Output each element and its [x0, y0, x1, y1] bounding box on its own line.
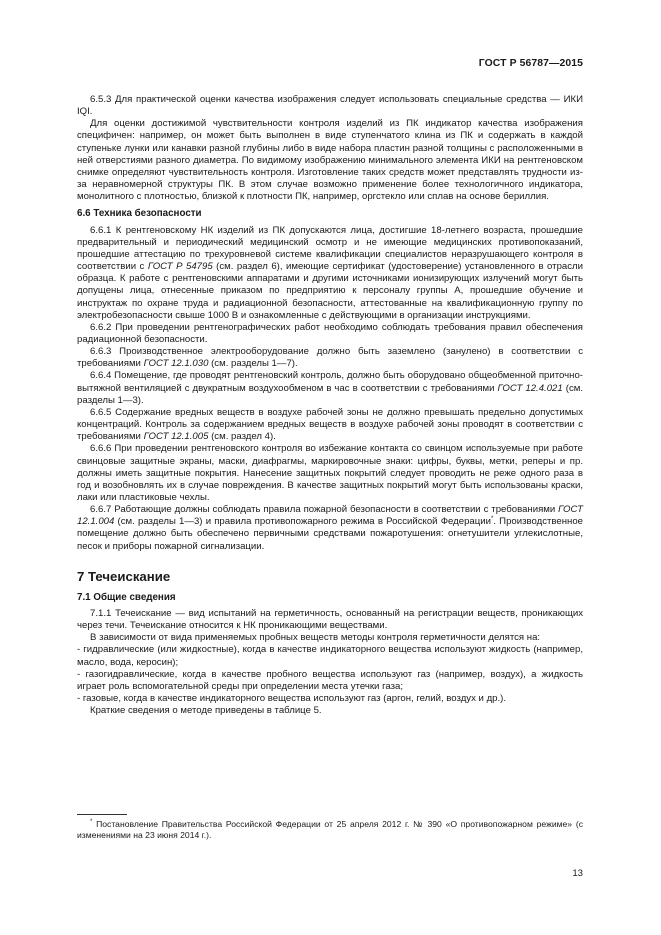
gost-reference: ГОСТ Р 54795 — [147, 261, 213, 273]
paragraph-6-6-2: 6.6.2 При проведении рентгенографических работ необходимо соблюдать требования правил обеспечения радиационной безопасности. — [77, 321, 583, 345]
list-item-hydraulic: - гидравлические (или жидкостные), когда в качестве индикаторного вещества используют жидкость (например, масло, вода, керосин); — [77, 644, 583, 668]
paragraph-6-6-5: 6.6.5 Содержание вредных веществ в воздухе рабочей зоны не должно превышать предельно допустимых концентраций. Контроль за содержанием вредных веществ в воздухе рабочей зоны проводят в соответствии с требованиями ГОСТ 12.1.005 (см. раздел 4). — [77, 406, 583, 443]
paragraph-7-1-1: 7.1.1 Течеискание — вид испытаний на герметичность, основанный на регистрации веществ, проникающих через течи. Течеискание относится к НК проникающими веществами. — [77, 607, 583, 632]
footnote: * Постановление Правительства Российской Федерации от 25 апреля 2012 г. № 390 «О противопожарном режиме» (с изменениями на 23 июня 2014 г.). — [77, 819, 583, 840]
footnote-marker: * — [490, 516, 494, 523]
footnote-mark: * — [90, 819, 93, 826]
footnote-divider — [77, 814, 127, 815]
paragraph-6-6-6: 6.6.6 При проведении рентгеновского контроля во избежание контакта со свинцом используемые при работе свинцовые защитные экраны, маски, диафрагмы, маркировочные знаки: цифры, буквы, метки, реперы и пр. должны иметь защитные покрытия. Нанесение защитных покрытий следует проводить не реже одного раза в год и возобновлять их в случае повреждения. В качестве защитных покрытий могут быть использованы краски, лаки или пластиковые чехлы. — [77, 443, 583, 503]
list-item-gas: - газовые, когда в качестве индикаторного вещества используют газ (аргон, гелий, воздух и др.). — [77, 693, 507, 705]
gost-reference: ГОСТ 12.1.005 — [143, 431, 209, 443]
gost-reference: ГОСТ 12.4.021 — [497, 382, 563, 394]
paragraph-iqi-description: Для оценки достижимой чувствительности контроля изделий из ПК индикатор качества изображения специфичен: например, он может быть выполнен в виде ступенчатого клина из ПК и содержать в каждой ступеньке лунки или канавки разной глубины либо в виде набора пластин разной толщины с расположенными в ней отверстиями разного диаметра. По видимому изображению минимального элемента ИКИ на рентгеновском снимке определяют чувствительность контроля. Изготовление таких средств может представлять трудности из-за неравномерной структуры ПК. В этом случае возможно применение более технологичного индикатора, монолитного с плотностью, близкой к плотности ПК, например, оргстекло или сплав на основе бериллия. — [77, 118, 583, 203]
paragraph-table-reference: Краткие сведения о методе приведены в таблице 5. — [90, 705, 322, 717]
gost-reference: ГОСТ 12.1.004 — [77, 504, 583, 528]
paragraph-6-5-3: 6.5.3 Для практической оценки качества изображения следует использовать специальные средства — ИКИ IQI. — [77, 94, 583, 118]
section-heading-6-6: 6.6 Техника безопасности — [77, 208, 202, 220]
paragraph-method-types: В зависимости от вида применяемых пробных веществ методы контроля герметичности делятся на: — [90, 632, 541, 644]
paragraph-6-6-7: 6.6.7 Работающие должны соблюдать правила пожарной безопасности в соответствии с требованиями ГОСТ 12.1.004 (см. разделы 1—3) и правила противопожарного режима в Российской Федерации*. Производственное помещение должно быть обеспечено первичными средствами пожаротушения: огнетушители углекислотные, песок и приборы пожарной сигнализации. — [77, 504, 583, 552]
paragraph-6-6-1: 6.6.1 К рентгеновскому НК изделий из ПК допускаются лица, достигшие 18-летнего возраста, прошедшие предварительный и периодический медицинский осмотр и не имеющие медицинских противопоказаний, прошедшие аттестацию по трехуровневой системе квалификации специалистов неразрушающего контроля в соответствии с ГОСТ Р 54795 (см. раздел 6), имеющие сертификат (удостоверение) установленного в отрасли образца. К работе с рентгеновскими аппаратами и другими источниками ионизирующих излучений могут быть допущены лица, отнесенные приказом по предприятию к персоналу группы А, прошедшие обучение и инструктаж по охране труда и радиационной безопасности, аттестованные на квалификационную группу по электробезопасности свыше 1000 В и ознакомленные с действующими в организации инструкциями. — [77, 224, 583, 321]
page-number: 13 — [572, 868, 583, 879]
standard-code-header: ГОСТ Р 56787—2015 — [478, 58, 583, 69]
main-text — [77, 94, 583, 717]
paragraph-6-6-3: 6.6.3 Производственное электрооборудование должно быть заземлено (занулено) в соответствии с требованиями ГОСТ 12.1.030 (см. разделы 1—7). — [77, 346, 583, 370]
gost-reference: ГОСТ 12.1.030 — [143, 358, 209, 370]
section-heading-7-1: 7.1 Общие сведения — [77, 591, 176, 603]
chapter-heading-7: 7 Течеискание — [77, 568, 171, 584]
list-item-gas-hydraulic: - газогидравлические, когда в качестве пробного вещества используют газ (например, воздух), а жидкость играет роль вспомогательной среды при определении места утечки газа; — [77, 668, 583, 692]
paragraph-6-6-4: 6.6.4 Помещение, где проводят рентгеновский контроль, должно быть оборудовано общеобменной приточно-вытяжной вентиляцией с двукратным воздухообменом в час в соответствии с требованиями ГОСТ 12.4.021 (см. разделы 1—3). — [77, 370, 584, 406]
